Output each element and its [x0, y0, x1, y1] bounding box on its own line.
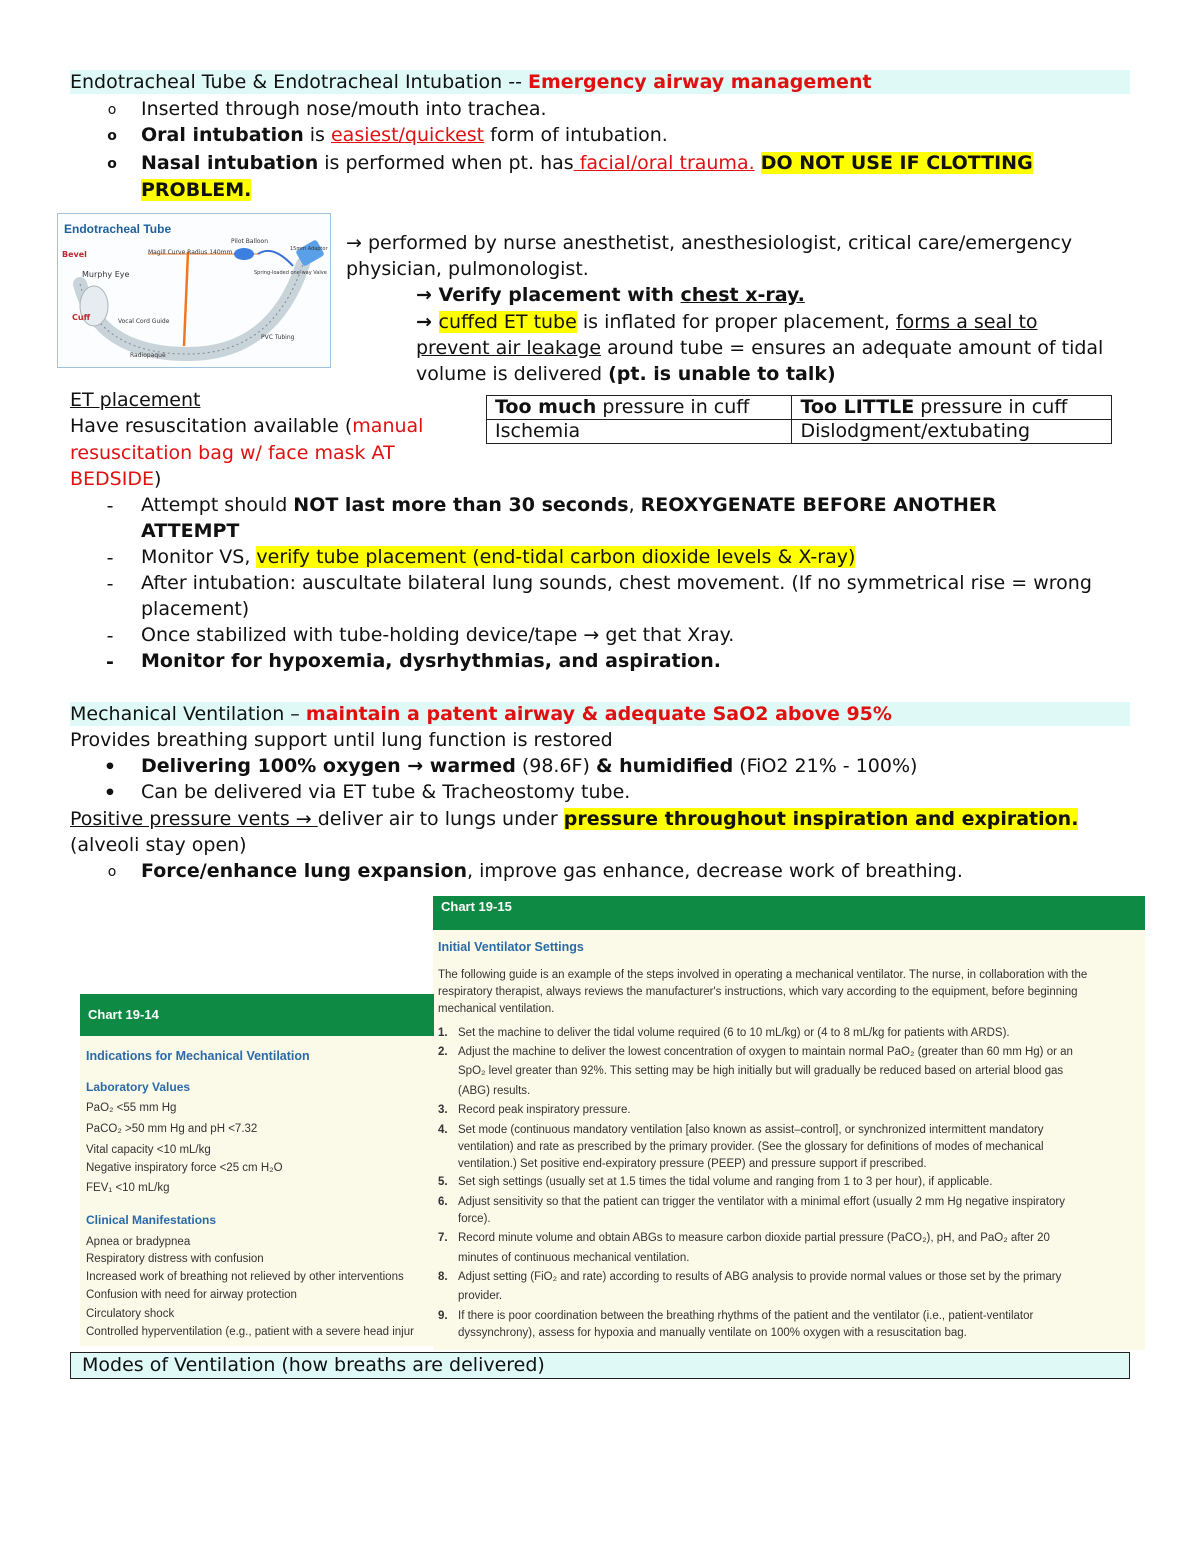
resus-line-3: BEDSIDE) [70, 468, 162, 490]
lab-value: PaO₂ <55 mm Hg [86, 1102, 177, 1114]
step-number: 9. [438, 1310, 448, 1322]
tube-label-pvc: PVC Tubing [261, 334, 295, 341]
positive-pressure-line: Positive pressure vents → deliver air to lungs under pressure throughout inspiration and expiration. [70, 808, 1079, 830]
step-text: Adjust setting (FiO₂ and rate) according to results of ABG analysis to provide normal values or those set by the primary [458, 1271, 1062, 1283]
dash-bullet-icon: - [106, 651, 114, 673]
et-heading [70, 69, 872, 95]
clinical-item: Controlled hyperventilation (e.g., patient with a severe head injur [86, 1326, 414, 1338]
mv-heading [70, 701, 892, 727]
placement-item-1-cont: ATTEMPT [141, 520, 240, 542]
step-number: 2. [438, 1046, 448, 1058]
disc-bullet-icon: • [103, 756, 117, 778]
step-number: 3. [438, 1104, 448, 1116]
step-number: 8. [438, 1271, 448, 1283]
step-text: Adjust sensitivity so that the patient can trigger the ventilator with a minimal effort (usually 2 mm Hg negative inspiratory [458, 1196, 1066, 1208]
chart-14-title: Indications for Mechanical Ventilation [86, 1049, 310, 1063]
lab-value: Vital capacity <10 mL/kg [86, 1144, 211, 1156]
force-expansion-line: Force/enhance lung expansion, improve gas enhance, decrease work of breathing. [141, 860, 963, 882]
cuffed-tube-line-1: → cuffed ET tube is inflated for proper placement, forms a seal to [416, 311, 1038, 333]
cuffed-tube-line-3: volume is delivered (pt. is unable to talk) [416, 363, 836, 385]
tube-label-vocal-guide: Vocal Cord Guide [118, 318, 170, 325]
step-number: 1. [438, 1027, 448, 1039]
cuffed-tube-line-2: prevent air leakage around tube = ensures an adequate amount of tidal [416, 337, 1104, 359]
clinical-item: Respiratory distress with confusion [86, 1253, 264, 1265]
tube-image-title: Endotracheal Tube [64, 222, 172, 236]
et-bullet-1: Inserted through nose/mouth into trachea. [141, 98, 547, 120]
step-text: SpO₂ level greater than 92%. This setting may be high initially but will gradually be reduced based on arterial blood gas [458, 1065, 1064, 1077]
et-heading-emphasis: Emergency airway management [528, 71, 872, 93]
clinical-item: Apnea or bradypnea [86, 1236, 191, 1248]
mv-provides: Provides breathing support until lung function is restored [70, 729, 613, 751]
placement-item-1: Attempt should NOT last more than 30 seconds, REOXYGENATE BEFORE ANOTHER [141, 494, 997, 516]
cuff-pressure-table [486, 395, 1112, 444]
endotracheal-tube-image [57, 213, 331, 368]
mv-heading-text: Mechanical Ventilation – [70, 703, 300, 725]
chart-15-title: Initial Ventilator Settings [438, 940, 584, 954]
tube-label-murphy-eye: Murphy Eye [82, 270, 130, 279]
step-text: ventilation.) Set positive end-expiratory pressure (PEEP) and pressure support if prescribed. [458, 1158, 927, 1170]
table-cell-dislodgment: Dislodgment/extubating [792, 420, 1112, 444]
dash-bullet-icon: - [106, 495, 114, 517]
dash-bullet-icon: - [106, 547, 114, 569]
clinical-item: Circulatory shock [86, 1308, 175, 1320]
modes-of-ventilation-label: Modes of Ventilation (how breaths are delivered) [82, 1354, 545, 1376]
step-number: 7. [438, 1232, 448, 1244]
lab-value: FEV₁ <10 mL/kg [86, 1182, 170, 1194]
mv-heading-emphasis: maintain a patent airway & adequate SaO2 above 95% [305, 703, 892, 725]
step-number: 6. [438, 1196, 448, 1208]
tube-label-magill: Magill Curve Radius 140mm [148, 249, 233, 256]
chart-15-intro: The following guide is an example of the steps involved in operating a mechanical ventilator. The nurse, in collaboration with the [438, 969, 1088, 981]
tube-label-bevel: Bevel [62, 250, 87, 259]
clinical-item: Increased work of breathing not relieved by other interventions [86, 1271, 404, 1283]
step-text: force). [458, 1213, 491, 1225]
table-header-too-much: Too much pressure in cuff [487, 396, 792, 420]
step-text: Record peak inspiratory pressure. [458, 1104, 631, 1116]
resus-line-2: resuscitation bag w/ face mask AT [70, 442, 395, 464]
tube-diagram-icon [58, 214, 330, 367]
placement-item-3-cont: placement) [141, 598, 250, 620]
performed-by-line-2: physician, pulmonologist. [346, 258, 589, 280]
clinical-item: Confusion with need for airway protection [86, 1289, 297, 1301]
circle-bullet-icon: o [107, 128, 117, 144]
mv-bullet-1: Delivering 100% oxygen → warmed (98.6F) & humidified (FiO2 21% - 100%) [141, 755, 918, 777]
step-text: Record minute volume and obtain ABGs to measure carbon dioxide partial pressure (PaCO₂), pH, and PaO₂ after 20 [458, 1232, 1050, 1244]
et-bullet-3: Nasal intubation is performed when pt. has facial/oral trauma. DO NOT USE IF CLOTTING [141, 152, 1033, 174]
circle-bullet-icon: o [107, 156, 117, 172]
modes-of-ventilation-box [70, 1352, 1130, 1379]
chart-19-15 [433, 896, 1145, 1350]
table-header-too-little: Too LITTLE pressure in cuff [792, 396, 1112, 420]
clinical-title: Clinical Manifestations [86, 1213, 217, 1227]
step-text: provider. [458, 1290, 503, 1302]
placement-item-2: Monitor VS, verify tube placement (end-tidal carbon dioxide levels & X-ray) [141, 546, 856, 568]
table-cell-ischemia: Ischemia [487, 420, 792, 444]
disc-bullet-icon: • [103, 782, 117, 804]
tube-label-pilot-balloon: Pilot Balloon [231, 238, 269, 245]
chart-14-header: Chart 19-14 [80, 994, 434, 1036]
placement-item-4: Once stabilized with tube-holding device/tape → get that Xray. [141, 624, 735, 646]
step-text: Set the machine to deliver the tidal volume required (6 to 10 mL/kg) or (4 to 8 mL/kg for patients with ARDS). [458, 1027, 1010, 1039]
circle-bullet-icon: o [107, 864, 117, 880]
chart-15-intro: mechanical ventilation. [438, 1003, 555, 1015]
lab-value: PaCO₂ >50 mm Hg and pH <7.32 [86, 1123, 258, 1135]
step-text: Adjust the machine to deliver the lowest concentration of oxygen to maintain normal PaO₂ (greater than 60 mm Hg) or an [458, 1046, 1073, 1058]
verify-placement: → Verify placement with chest x-ray. [416, 284, 805, 306]
tube-label-adaptor: 15mm Adaptor [290, 246, 328, 252]
et-bullet-3-cont: PROBLEM. [141, 179, 252, 201]
step-text: Set sigh settings (usually set at 1.5 times the tidal volume and ranging from 1 to 3 per hour), if applicable. [458, 1176, 993, 1188]
step-text: Set mode (continuous mandatory ventilation [also known as assist–control], or synchronized intermittent mandatory [458, 1124, 1044, 1136]
step-number: 5. [438, 1176, 448, 1188]
step-text: minutes of continuous mechanical ventilation. [458, 1252, 690, 1264]
step-text: dyssynchrony), assess for hypoxia and manually ventilate on 100% oxygen with a resuscitation bag. [458, 1327, 967, 1339]
step-text: ventilation) and rate as prescribed by the primary provider. (See the glossary for definitions of modes of mechanical [458, 1141, 1044, 1153]
mv-bullet-2: Can be delivered via ET tube & Tracheostomy tube. [141, 781, 631, 803]
alveoli-line: (alveoli stay open) [70, 834, 247, 856]
tube-label-valve: Spring-loaded one-way Valve [254, 270, 327, 276]
tube-label-radiopaque: Radiopaque [130, 352, 166, 359]
tube-label-cuff: Cuff [72, 313, 91, 322]
chart-15-header: Chart 19-15 [433, 896, 1145, 930]
et-bullet-2: Oral intubation is easiest/quickest form of intubation. [141, 124, 668, 146]
placement-item-3: After intubation: auscultate bilateral lung sounds, chest movement. (If no symmetrical rise = wrong [141, 572, 1092, 594]
circle-bullet-icon: o [107, 102, 117, 118]
performed-by-line-1: → performed by nurse anesthetist, anesthesiologist, critical care/emergency [346, 232, 1073, 254]
dash-bullet-icon: - [106, 573, 114, 595]
lab-value: Negative inspiratory force <25 cm H₂O [86, 1162, 283, 1174]
placement-item-5: Monitor for hypoxemia, dysrhythmias, and aspiration. [141, 650, 721, 672]
et-placement-title: ET placement [70, 389, 201, 411]
chart-19-14 [80, 994, 434, 1346]
lab-values-title: Laboratory Values [86, 1080, 191, 1094]
resus-line-1: Have resuscitation available (manual [70, 415, 424, 437]
dash-bullet-icon: - [106, 625, 114, 647]
step-number: 4. [438, 1124, 448, 1136]
step-text: If there is poor coordination between the breathing rhythms of the patient and the ventilator (i.e., patient-ventilator [458, 1310, 1034, 1322]
chart-15-intro: respiratory therapist, always reviews the manufacturer's instructions, which vary according to the equipment, before beginning [438, 986, 1078, 998]
step-text: (ABG) results. [458, 1085, 531, 1097]
et-heading-text: Endotracheal Tube & Endotracheal Intubation -- [70, 71, 522, 93]
